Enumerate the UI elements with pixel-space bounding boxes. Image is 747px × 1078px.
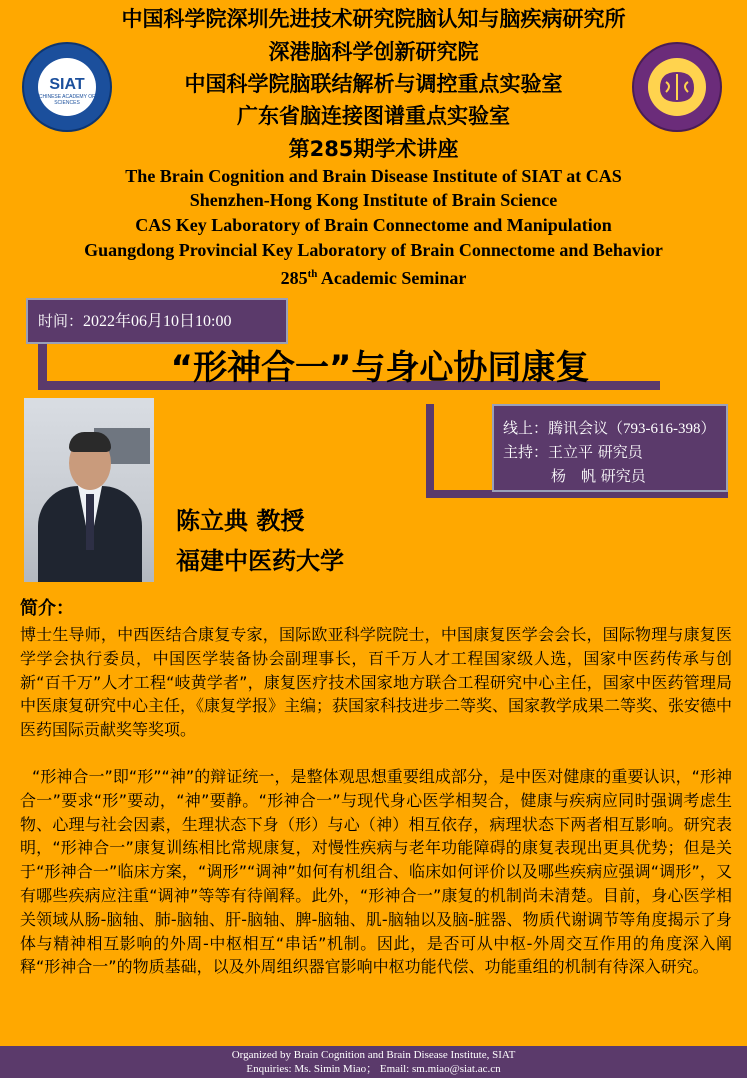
online-label: 线上： (503, 419, 549, 437)
seminar-number-cn: 第285期学术讲座 (288, 137, 459, 161)
meeting-info-box (492, 404, 728, 492)
online-close: ） (700, 419, 716, 437)
online-row (503, 417, 716, 440)
info-frame-left (426, 404, 434, 498)
institute-subtitle-cn: 深港脑科学创新研究院 (268, 40, 479, 64)
siat-logo-text: SIAT (49, 76, 85, 93)
intro-paragraph-1: 博士生导师，中西医结合康复专家，国际欧亚科学院院士，中国康复医学会会长，国际物理与康复医学学会执行委员，中国医学装备协会副理事长，百千万人才工程国家级人选，国家中医药传承与创新“百千万”人才工程“岐黄学者”，康复医疗技术国家地方联合工程研究中心主任，国家中医药管理局中医康复研究中心主任，《康复学报》主编；获国家科技进步二等奖、国家教学成果二等奖、张安德中医药国际贡献奖等奖项。 (20, 625, 733, 740)
seminar-number-en (0, 262, 747, 290)
intro-label: 简介： (20, 598, 74, 619)
host-row (503, 441, 643, 463)
host-1: 王立平 研究员 (548, 443, 643, 461)
footer-organizer: Organized by Brain Cognition and Brain Disease Institute, SIAT (231, 1049, 516, 1061)
time-box (26, 298, 288, 344)
institute-subtitle-en: Shenzhen-Hong Kong Institute of Brain Science (189, 190, 558, 210)
seminar-num: 285 (280, 268, 308, 288)
intro-paragraph-2: “形神合一”即“形”“神”的辩证统一，是整体观思想重要组成部分，是中医对健康的重要认识，“形神合一”要求“形”要动，“神”要静。“形神合一”与现代身心医学相契合，健康与疾病应同时强调考虑生物、心理与社会因素，生理状态下身（形）与心（神）相互依存，病理状态下两者相互影响。研究表明，“形神合一”康复训练相比常规康复，对慢性疾病与老年功能障碍的康复表现出更具优势；但是关于“形神合一”临床方案，“调形”“调神”如何有机组合、临床如何评价以及哪些疾病应强调“调形”，又有哪些疾病应注重“调神”等等有待阐释。此外，“形神合一”康复的机制尚未清楚。目前，身心医学相关领域从肠-脑轴、肺-脑轴、肝-脑轴、脾-脑轴、肌-脑轴以及脑-脏器、物质代谢调节等角度揭示了身体与精神相互影响的外周-中枢相互“串话”机制。因此，是否可从中枢-外周交互作用的角度深入阐释“形神合一”的物质基础，以及外周组织器官影响中枢功能代偿、功能重组的机制有待深入研究。 (20, 767, 732, 977)
time-value: 2022年06月10日10:00 (83, 313, 232, 330)
siat-logo-sub: CHINESE ACADEMY OF SCIENCES (38, 94, 96, 106)
brain-institute-logo (632, 42, 722, 132)
provincial-lab-cn: 广东省脑连接图谱重点实验室 (237, 104, 510, 128)
host-label: 主持： (503, 443, 549, 461)
seminar-sup: th (307, 268, 318, 280)
speaker-affiliation: 福建中医药大学 (176, 547, 344, 575)
siat-logo (22, 42, 112, 132)
time-label: 时间： (38, 312, 84, 330)
host-row-2 (551, 465, 646, 487)
footer (0, 1046, 747, 1078)
institute-title-cn: 中国科学院深圳先进技术研究院脑认知与脑疾病研究所 (121, 7, 626, 31)
institute-title-en: The Brain Cognition and Brain Disease Institute of SIAT at CAS (125, 166, 622, 186)
online-value: 腾讯会议（ (548, 419, 624, 437)
meeting-id: 793-616-398 (623, 421, 701, 437)
speaker-photo (24, 398, 154, 582)
seminar-rest: Academic Seminar (317, 268, 467, 288)
host-2: 杨 帆 研究员 (551, 467, 646, 485)
lab-title-en: CAS Key Laboratory of Brain Connectome and Manipulation (135, 215, 612, 235)
brain-icon (648, 58, 706, 116)
lab-title-cn: 中国科学院脑联结解析与调控重点实验室 (184, 72, 563, 96)
footer-enquiries: Enquiries: Ms. Simin Miao； Email: sm.miao@siat.ac.cn (246, 1063, 501, 1075)
speaker-name: 陈立典 教授 (176, 507, 305, 535)
provincial-lab-en: Guangdong Provincial Key Laboratory of Brain Connectome and Behavior (84, 240, 663, 260)
talk-title: “形神合一”与身心协同康复 (170, 348, 590, 388)
